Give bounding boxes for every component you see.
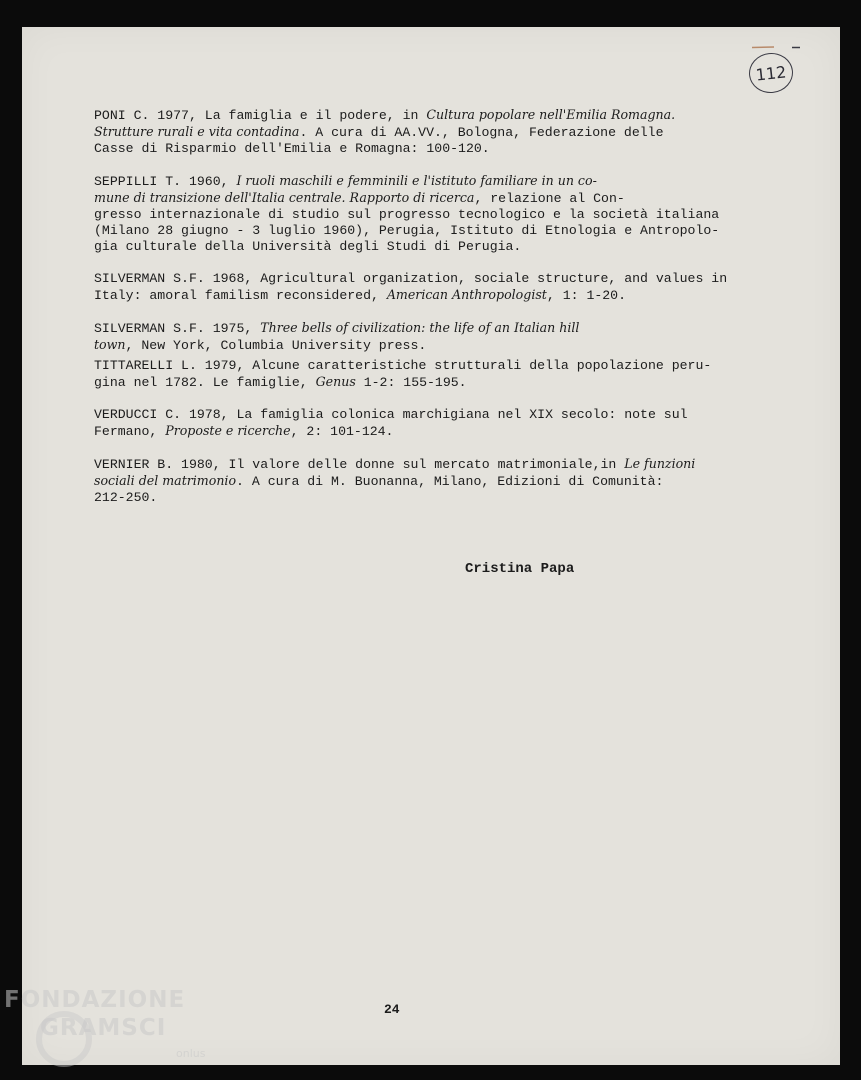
watermark-line1: FONDAZIONE [4,987,186,1013]
handwritten-page-annotation: 112 [747,51,795,95]
watermark-logo [4,987,219,1079]
bib-entry-seppilli: SEPPILLI T. 1960, I ruoli maschili e femminili e l'istituto familiare in un co- mune di transizione dell'Italia centrale. Rapporto di ricerca, relazione al Con- gresso internazionale di studio sul progresso tecnologico e la società italiana (Milano 28 giugno - 3 luglio 1960), Perugia, Istituto di Etnologia e Antropolo- gia culturale della Università degli Studi di Perugia. [94,173,720,254]
pen-mark-decoration [752,46,800,49]
watermark-line2: GRAMSCI [40,1015,167,1041]
bib-entry-tittarelli: TITTARELLI L. 1979, Alcune caratteristiche strutturali della popolazione peru- gina nel 1782. Le famiglie, Genus 1-2: 155-195. [94,358,712,390]
bib-entry-poni: PONI C. 1977, La famiglia e il podere, in Cultura popolare nell'Emilia Romagna. Strutture rurali e vita contadina. A cura di AA.VV., Bologna, Federazione delle Casse di Risparmio dell'Emilia e Romagna: 100-120. [94,107,676,156]
watermark-line3: onlus [176,1047,206,1060]
page-number: 24 [384,1002,400,1017]
author-signature: Cristina Papa [465,561,575,577]
bib-entry-silverman-1975: SILVERMAN S.F. 1975, Three bells of civilization: the life of an Italian hill town, New York, Columbia University press. [94,320,580,353]
bibliography [94,107,744,506]
bib-entry-vernier: VERNIER B. 1980, Il valore delle donne sul mercato matrimoniale,in Le funzioni sociali del matrimonio. A cura di M. Buonanna, Milano, Edizioni di Comunità: 212-250. [94,456,696,505]
bib-entry-verducci: VERDUCCI C. 1978, La famiglia colonica marchigiana nel XIX secolo: note sul Fermano, Proposte e ricerche, 2: 101-124. [94,407,688,439]
bib-entry-silverman-1968: SILVERMAN S.F. 1968, Agricultural organization, sociale structure, and values in Italy: amoral familism reconsidered, American Anthropologist, 1: 1-20. [94,271,728,303]
